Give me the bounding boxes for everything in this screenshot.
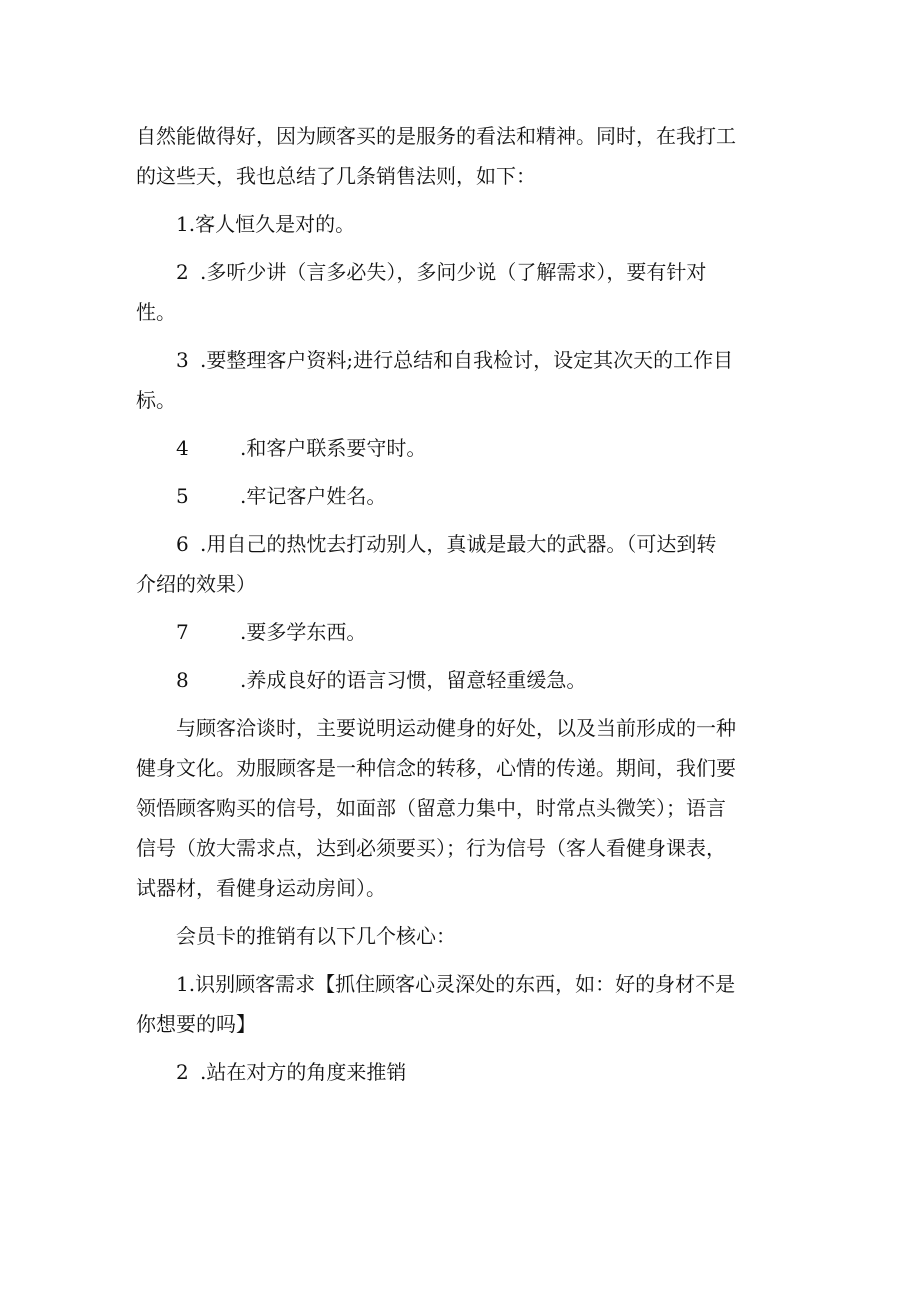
- rule-item-7: [136, 612, 792, 652]
- item-number: 1.: [176, 972, 196, 996]
- rule-text-continued: 标。: [136, 388, 176, 412]
- text-line: 的这些天，我也总结了几条销售法则，如下：: [136, 164, 536, 188]
- rule-text-continued: 介绍的效果）: [136, 572, 256, 596]
- rule-number: 2: [176, 260, 189, 284]
- rule-text: .用自己的热忱去打动别人，真诚是最大的武器。（可达到转: [200, 532, 717, 556]
- rule-number: 7: [176, 620, 189, 644]
- membership-item-2: [136, 1052, 792, 1092]
- rule-text-continued: 性。: [136, 300, 176, 324]
- rule-text: 客人恒久是对的。: [195, 212, 356, 236]
- paragraph-first-line: 与顾客洽谈时，主要说明运动健身的好处，以及当前形成的一种: [176, 716, 736, 740]
- rule-text: .要整理客户资料;进行总结和自我检讨，设定其次天的工作目: [200, 348, 734, 372]
- rule-text: .和客户联系要守时。: [240, 436, 427, 460]
- membership-item-1: [136, 964, 792, 1004]
- item-text: .站在对方的角度来推销: [200, 1060, 407, 1084]
- rule-number: 3: [176, 348, 189, 372]
- rule-number: 5: [176, 484, 189, 508]
- text-line: 自然能做得好，因为顾客买的是服务的看法和精神。同时，在我打工: [136, 124, 736, 148]
- rule-number: 8: [176, 668, 189, 692]
- rule-text: .牢记客户姓名。: [240, 484, 387, 508]
- text-line: 领悟顾客购买的信号，如面部（留意力集中，时常点头微笑）；语言: [136, 796, 726, 820]
- rule-number: 1.: [176, 212, 196, 236]
- rule-text: .养成良好的语言习惯，留意轻重缓急。: [240, 668, 587, 692]
- rule-item-5: [136, 476, 792, 516]
- rule-text: .多听少讲（言多必失），多问少说（了解需求），要有针对: [200, 260, 707, 284]
- document-body: [136, 116, 792, 1092]
- membership-intro: 会员卡的推销有以下几个核心：: [176, 924, 456, 948]
- rule-item-1: [136, 204, 792, 244]
- rule-text: .要多学东西。: [240, 620, 367, 644]
- text-line: 健身文化。劝服顾客是一种信念的转移，心情的传递。期间，我们要: [136, 756, 736, 780]
- rule-item-3: [136, 340, 792, 380]
- item-number: 2: [176, 1060, 189, 1084]
- text-line: 试器材，看健身运动房间）。: [136, 876, 386, 900]
- rule-number: 6: [176, 532, 189, 556]
- rule-item-6: [136, 524, 792, 564]
- rule-item-2: [136, 252, 792, 292]
- item-text-continued: 你想要的吗】: [136, 1012, 256, 1036]
- rule-number: 4: [176, 436, 189, 460]
- rule-item-8: [136, 660, 792, 700]
- item-text: 识别顾客需求【抓住顾客心灵深处的东西，如：好的身材不是: [195, 972, 736, 996]
- text-line: 信号（放大需求点，达到必须要买）；行为信号（客人看健身课表，: [136, 836, 726, 860]
- rule-item-4: [136, 428, 792, 468]
